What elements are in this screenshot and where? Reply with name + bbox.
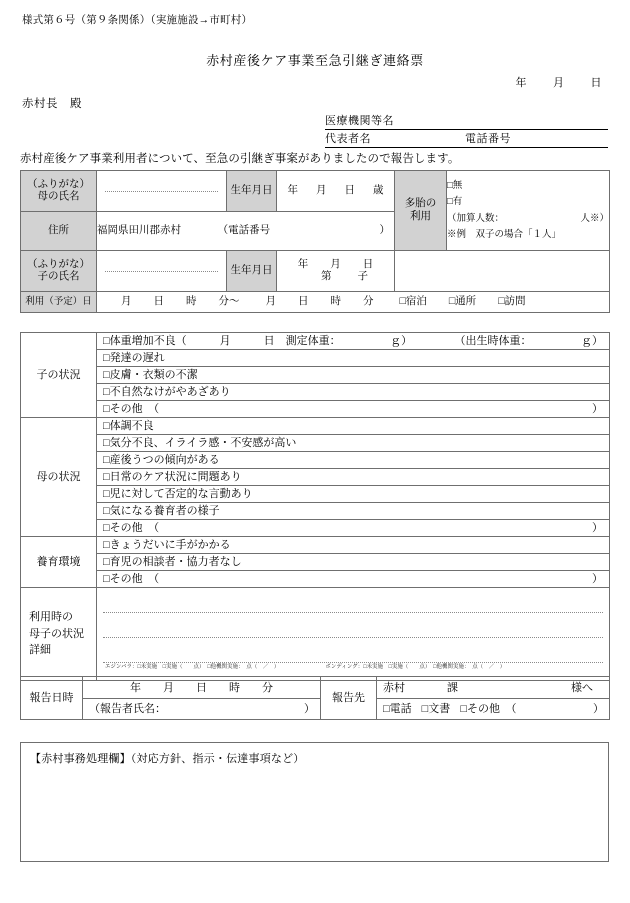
mother-name-input[interactable] xyxy=(97,171,227,212)
detail-input-area[interactable] xyxy=(97,588,610,681)
destination-section: 課 xyxy=(447,681,458,694)
use-to-day: 日 xyxy=(298,295,309,307)
mother-option-negative[interactable]: □児に対して否定的な言動あり xyxy=(97,486,610,503)
use-from-day: 日 xyxy=(153,295,164,307)
report-table xyxy=(20,676,610,720)
child-option-injury[interactable]: □不自然なけがやあざあり xyxy=(97,384,610,401)
multiple-birth-options[interactable] xyxy=(447,171,610,251)
detail-header xyxy=(21,588,97,681)
child-order-unit: 子 xyxy=(357,271,368,282)
table-row-child-status-2 xyxy=(21,350,610,367)
form-number: 様式第６号（第９条関係）（実施施設→市町村） xyxy=(22,15,253,26)
table-row-report xyxy=(21,677,610,720)
issue-date-day: 日 xyxy=(590,77,602,89)
use-type-visit-checkbox[interactable]: □訪問 xyxy=(498,295,526,307)
destination-village: 赤村 xyxy=(383,681,405,694)
basic-info-table xyxy=(20,170,610,313)
situation-table xyxy=(20,332,610,681)
table-row-mother-status-1 xyxy=(21,418,610,435)
address-tel-label: （電話番号 xyxy=(217,224,271,236)
multiple-birth-label-1: 多胎の xyxy=(404,198,437,210)
use-date-input[interactable] xyxy=(97,292,610,313)
organization-name-row xyxy=(325,112,608,130)
child-name-label: 子の氏名 xyxy=(37,271,80,282)
child-furigana-label: （ふりがな） xyxy=(27,258,90,270)
reporter-name-field[interactable] xyxy=(83,699,320,719)
reporter-name-close: ） xyxy=(304,702,315,715)
multiple-birth-header xyxy=(395,171,447,251)
child-furigana-dotted-line xyxy=(105,270,218,272)
address-value: 福岡県田川郡赤村 xyxy=(97,224,181,236)
table-row-mother-status-3 xyxy=(21,452,610,469)
detail-writing-lines[interactable] xyxy=(97,588,609,672)
report-month: 月 xyxy=(163,681,174,694)
multiple-count-label: （加算人数： xyxy=(447,213,505,224)
report-day: 日 xyxy=(196,681,207,694)
multiple-birth-label-2: 利用 xyxy=(410,210,431,222)
use-type-day-checkbox[interactable]: □通所 xyxy=(448,295,477,307)
method-other-close: ） xyxy=(593,702,604,715)
child-birth-header: 生年月日 xyxy=(227,251,277,292)
situation-table-wrap xyxy=(20,332,609,681)
address-header: 住所 xyxy=(21,212,97,251)
destination-honorific: 様へ xyxy=(571,681,593,694)
basic-info-table-wrap xyxy=(20,170,609,313)
child-name-input[interactable] xyxy=(97,251,227,292)
address-input[interactable] xyxy=(97,212,395,251)
child-birth-input[interactable] xyxy=(277,251,395,292)
issue-date-year: 年 xyxy=(515,77,527,89)
detail-line-3 xyxy=(103,638,603,663)
mother-option-caregiver[interactable]: □気になる養育者の様子 xyxy=(97,503,610,520)
mother-birth-month: 月 xyxy=(316,184,327,196)
child-birth-day: 日 xyxy=(362,258,374,270)
child-option-weight-label: □体重増加不良（ 月 日 測定体重： ｇ） xyxy=(103,334,413,347)
use-to-minute: 分 xyxy=(363,295,374,307)
multiple-none-checkbox[interactable]: □無 xyxy=(447,180,463,191)
organization-name-label: 医療機関等名 xyxy=(325,115,394,127)
table-row-env-3 xyxy=(21,571,610,588)
mother-option-other[interactable] xyxy=(97,520,610,537)
table-row-mother-status-6 xyxy=(21,503,610,520)
table-row-detail xyxy=(21,588,610,681)
report-method-fields[interactable] xyxy=(377,699,609,719)
table-row-child-name xyxy=(21,251,610,292)
report-datetime-input[interactable] xyxy=(83,677,321,720)
table-row-child-status-3 xyxy=(21,367,610,384)
report-to-header: 報告先 xyxy=(321,677,377,720)
child-option-weight[interactable] xyxy=(97,333,610,350)
env-header: 養育環境 xyxy=(21,537,97,588)
report-hour: 時 xyxy=(229,681,240,694)
child-status-header: 子の状況 xyxy=(21,333,97,418)
village-admin-title: 【赤村事務処理欄】（対応方針、指示・伝達事項など） xyxy=(30,753,305,765)
representative-name-label: 代表者名 xyxy=(325,133,371,145)
table-row-mother-name xyxy=(21,171,610,212)
mother-birth-header: 生年月日 xyxy=(227,171,277,212)
use-from-hour: 時 xyxy=(186,295,197,307)
reporter-name-label: （報告者氏名： xyxy=(89,702,166,715)
report-datetime-fields[interactable] xyxy=(83,678,320,699)
table-row-use-date xyxy=(21,292,610,313)
issue-date-line xyxy=(516,74,603,90)
table-row-mother-status-2 xyxy=(21,435,610,452)
table-row-env-1 xyxy=(21,537,610,554)
method-document-checkbox[interactable]: □文書 xyxy=(421,702,451,715)
village-admin-box[interactable] xyxy=(20,742,609,862)
organization-block xyxy=(325,112,608,148)
edinburgh-scale-label: エジンバラ：□未実施 □実施（ 点） □他機関実施： 点（ ／ ） xyxy=(105,664,280,670)
mother-option-mood[interactable]: □気分不良、イライラ感・不安感が高い xyxy=(97,435,610,452)
detail-label-1: 利用時の xyxy=(29,611,73,624)
report-table-wrap xyxy=(20,676,609,720)
mother-age-unit: 歳 xyxy=(373,184,384,196)
detail-label-2: 母子の状況 xyxy=(29,627,84,640)
use-type-stay-checkbox[interactable]: □宿泊 xyxy=(399,295,427,307)
child-name-header xyxy=(21,251,97,292)
detail-label-3: 詳細 xyxy=(29,644,51,657)
child-order-label: 第 xyxy=(321,271,332,282)
mother-birth-input[interactable] xyxy=(277,171,395,212)
table-row-child-status-1 xyxy=(21,333,610,350)
child-birth-weight-label: （出生時体重： ｇ） xyxy=(454,334,603,347)
use-from-month: 月 xyxy=(121,295,132,307)
child-option-other-close: ） xyxy=(592,402,603,415)
use-from-minute: 分～ xyxy=(218,295,240,307)
method-other-checkbox[interactable]: □その他 （ xyxy=(460,702,517,715)
use-date-header: 利用（予定）日 xyxy=(21,292,97,313)
report-datetime-header: 報告日時 xyxy=(21,677,83,720)
table-row-env-2 xyxy=(21,554,610,571)
env-option-siblings[interactable]: □きょうだいに手がかかる xyxy=(97,537,610,554)
mother-option-depression[interactable]: □産後うつの傾向がある xyxy=(97,452,610,469)
document-title: 赤村産後ケア事業至急引継ぎ連絡票 xyxy=(206,53,424,68)
representative-row xyxy=(325,130,608,148)
multiple-yes-checkbox[interactable]: □有 xyxy=(447,197,463,208)
multiple-count-unit: 人※） xyxy=(580,213,609,224)
report-destination[interactable] xyxy=(377,677,610,720)
child-birth-month: 月 xyxy=(330,258,341,270)
child-row-blank xyxy=(395,251,610,292)
child-option-development[interactable]: □発達の遅れ xyxy=(97,350,610,367)
bonding-scale-label: ボンディング：□未実施 □実施（ 点） □他機関実施： 点（ ／ ） xyxy=(325,664,506,670)
table-row-mother-status-5 xyxy=(21,486,610,503)
mother-status-header: 母の状況 xyxy=(21,418,97,537)
destination-fields[interactable] xyxy=(377,678,609,699)
mother-option-care[interactable]: □日常のケア状況に問題あり xyxy=(97,469,610,486)
mother-birth-year: 年 xyxy=(287,184,298,196)
env-option-other[interactable] xyxy=(97,571,610,588)
scale-assessment-row[interactable] xyxy=(97,663,609,672)
env-option-support[interactable]: □育児の相談者・協力者なし xyxy=(97,554,610,571)
env-option-other-label: □その他 （ xyxy=(103,572,160,585)
detail-line-1 xyxy=(103,588,603,613)
address-tel-close: ） xyxy=(379,224,390,236)
telephone-label: 電話番号 xyxy=(465,133,511,145)
table-row-child-status-5 xyxy=(21,401,610,418)
method-telephone-checkbox[interactable]: □電話 xyxy=(383,702,412,715)
table-row-mother-status-7 xyxy=(21,520,610,537)
child-option-other[interactable] xyxy=(97,401,610,418)
multiple-note: ※例 双子の場合「１人」 xyxy=(447,229,562,240)
mother-furigana-dotted-line xyxy=(105,190,218,192)
table-row-mother-status-4 xyxy=(21,469,610,486)
child-option-other-label: □その他 （ xyxy=(103,402,160,415)
detail-line-2 xyxy=(103,613,603,638)
multiple-count-row[interactable] xyxy=(447,211,609,227)
child-birth-year: 年 xyxy=(297,258,309,270)
intro-sentence: 赤村産後ケア事業利用者について、至急の引継ぎ事案がありましたので報告します。 xyxy=(20,153,460,165)
issue-date-month: 月 xyxy=(553,77,565,89)
report-minute: 分 xyxy=(262,681,273,694)
mother-birth-day: 日 xyxy=(344,184,355,196)
mother-name-header xyxy=(21,171,97,212)
use-to-month: 月 xyxy=(265,295,276,307)
mother-option-other-close: ） xyxy=(592,521,603,534)
env-option-other-close: ） xyxy=(592,572,603,585)
mother-name-label: 母の氏名 xyxy=(37,191,80,202)
mother-furigana-label: （ふりがな） xyxy=(27,178,90,190)
mother-option-other-label: □その他 （ xyxy=(103,521,160,534)
addressee: 赤村長 殿 xyxy=(22,98,82,110)
table-row-child-status-4 xyxy=(21,384,610,401)
mother-option-health[interactable]: □体調不良 xyxy=(97,418,610,435)
report-year: 年 xyxy=(130,681,141,694)
child-option-hygiene[interactable]: □皮膚・衣類の不潔 xyxy=(97,367,610,384)
use-to-hour: 時 xyxy=(330,295,341,307)
